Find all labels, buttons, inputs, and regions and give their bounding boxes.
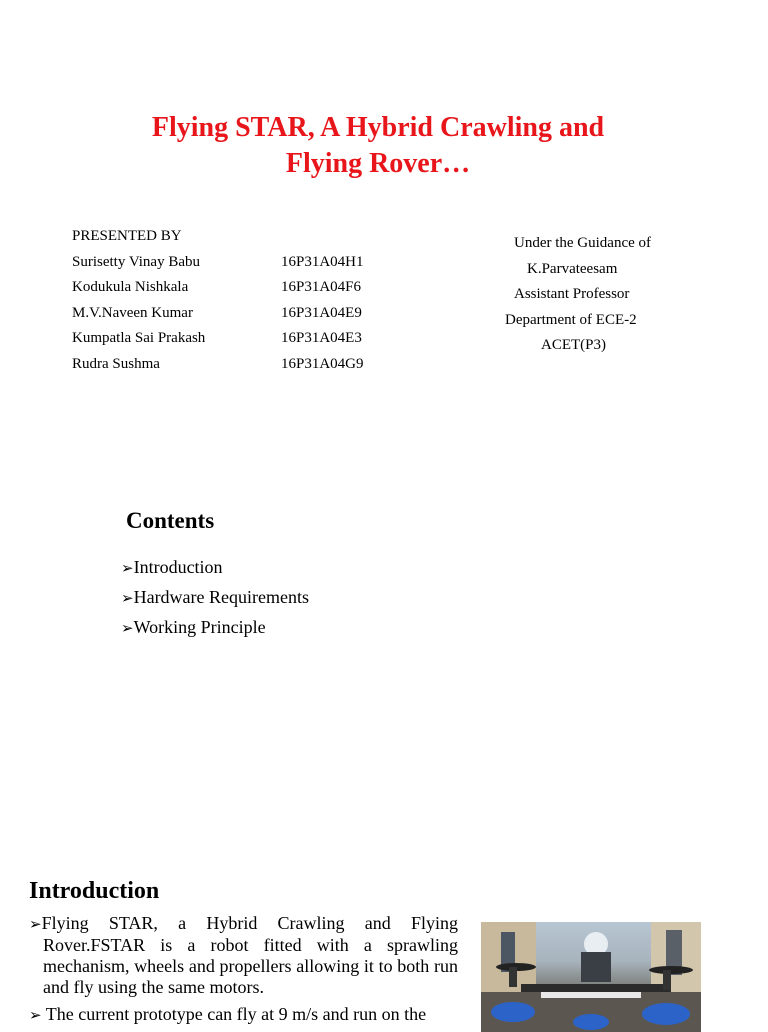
presenter-id: 16P31A04F6 [281,279,362,295]
guide-designation: Assistant Professor [514,286,630,302]
presenter-row [72,250,364,276]
presenter-name: M.V.Naveen Kumar [72,304,193,321]
intro-paragraph: ➢ The current prototype can fly at 9 m/s and run on the [29,1004,427,1024]
presenter-id: 16P31A04H1 [281,253,364,270]
presenter-row [72,275,362,301]
contents-heading: Contents [126,508,215,533]
presented-by-heading: PRESENTED BY [72,228,182,244]
arrow-bullet-icon: ➢ [29,1006,42,1024]
guide-department: Department of ECE-2 [505,311,637,328]
rover-photo [481,922,701,1032]
arrow-bullet-icon: ➢ [121,619,134,637]
contents-item: ➢Introduction [121,557,223,577]
contents-list [121,553,309,643]
presenter-name: Kodukula Nishkala [72,279,189,295]
title-line-1: Flying STAR, A Hybrid Crawling and [151,112,605,143]
presenter-id: 16P31A04G9 [281,355,364,372]
contents-item: ➢Working Principle [121,617,266,637]
guide-name: K.Parvateesam [527,260,618,277]
presenter-row [72,352,364,378]
arrow-bullet-icon: ➢ [121,559,134,577]
arrow-bullet-icon: ➢ [121,589,134,607]
intro-paragraph: ➢Flying STAR, a Hybrid Crawling and Flying Rover.FSTAR is a robot fitted with a sprawling mechanism, wheels and propellers allowing it to both run and fly using the same motors. [29,913,458,997]
guidance-line: Under the Guidance of [514,235,652,251]
title-line-2: Flying Rover… [285,148,471,179]
presenter-row [72,326,362,352]
presenter-name: Surisetty Vinay Babu [72,253,200,270]
guide-college: ACET(P3) [541,337,606,353]
presenters-block [72,224,364,377]
arrow-bullet-icon: ➢ [29,915,42,933]
introduction-heading: Introduction [29,878,160,904]
presenter-id: 16P31A04E3 [281,330,362,346]
contents-item: ➢Hardware Requirements [121,587,310,607]
document-title [0,110,756,182]
introduction-body [29,913,458,1032]
presenter-row [72,301,362,327]
presenter-name: Rudra Sushma [72,355,160,372]
rover-image-icon [481,922,701,1032]
guidance-block [500,231,670,359]
presenter-id: 16P31A04E9 [281,304,362,321]
presenter-name: Kumpatla Sai Prakash [72,330,206,346]
